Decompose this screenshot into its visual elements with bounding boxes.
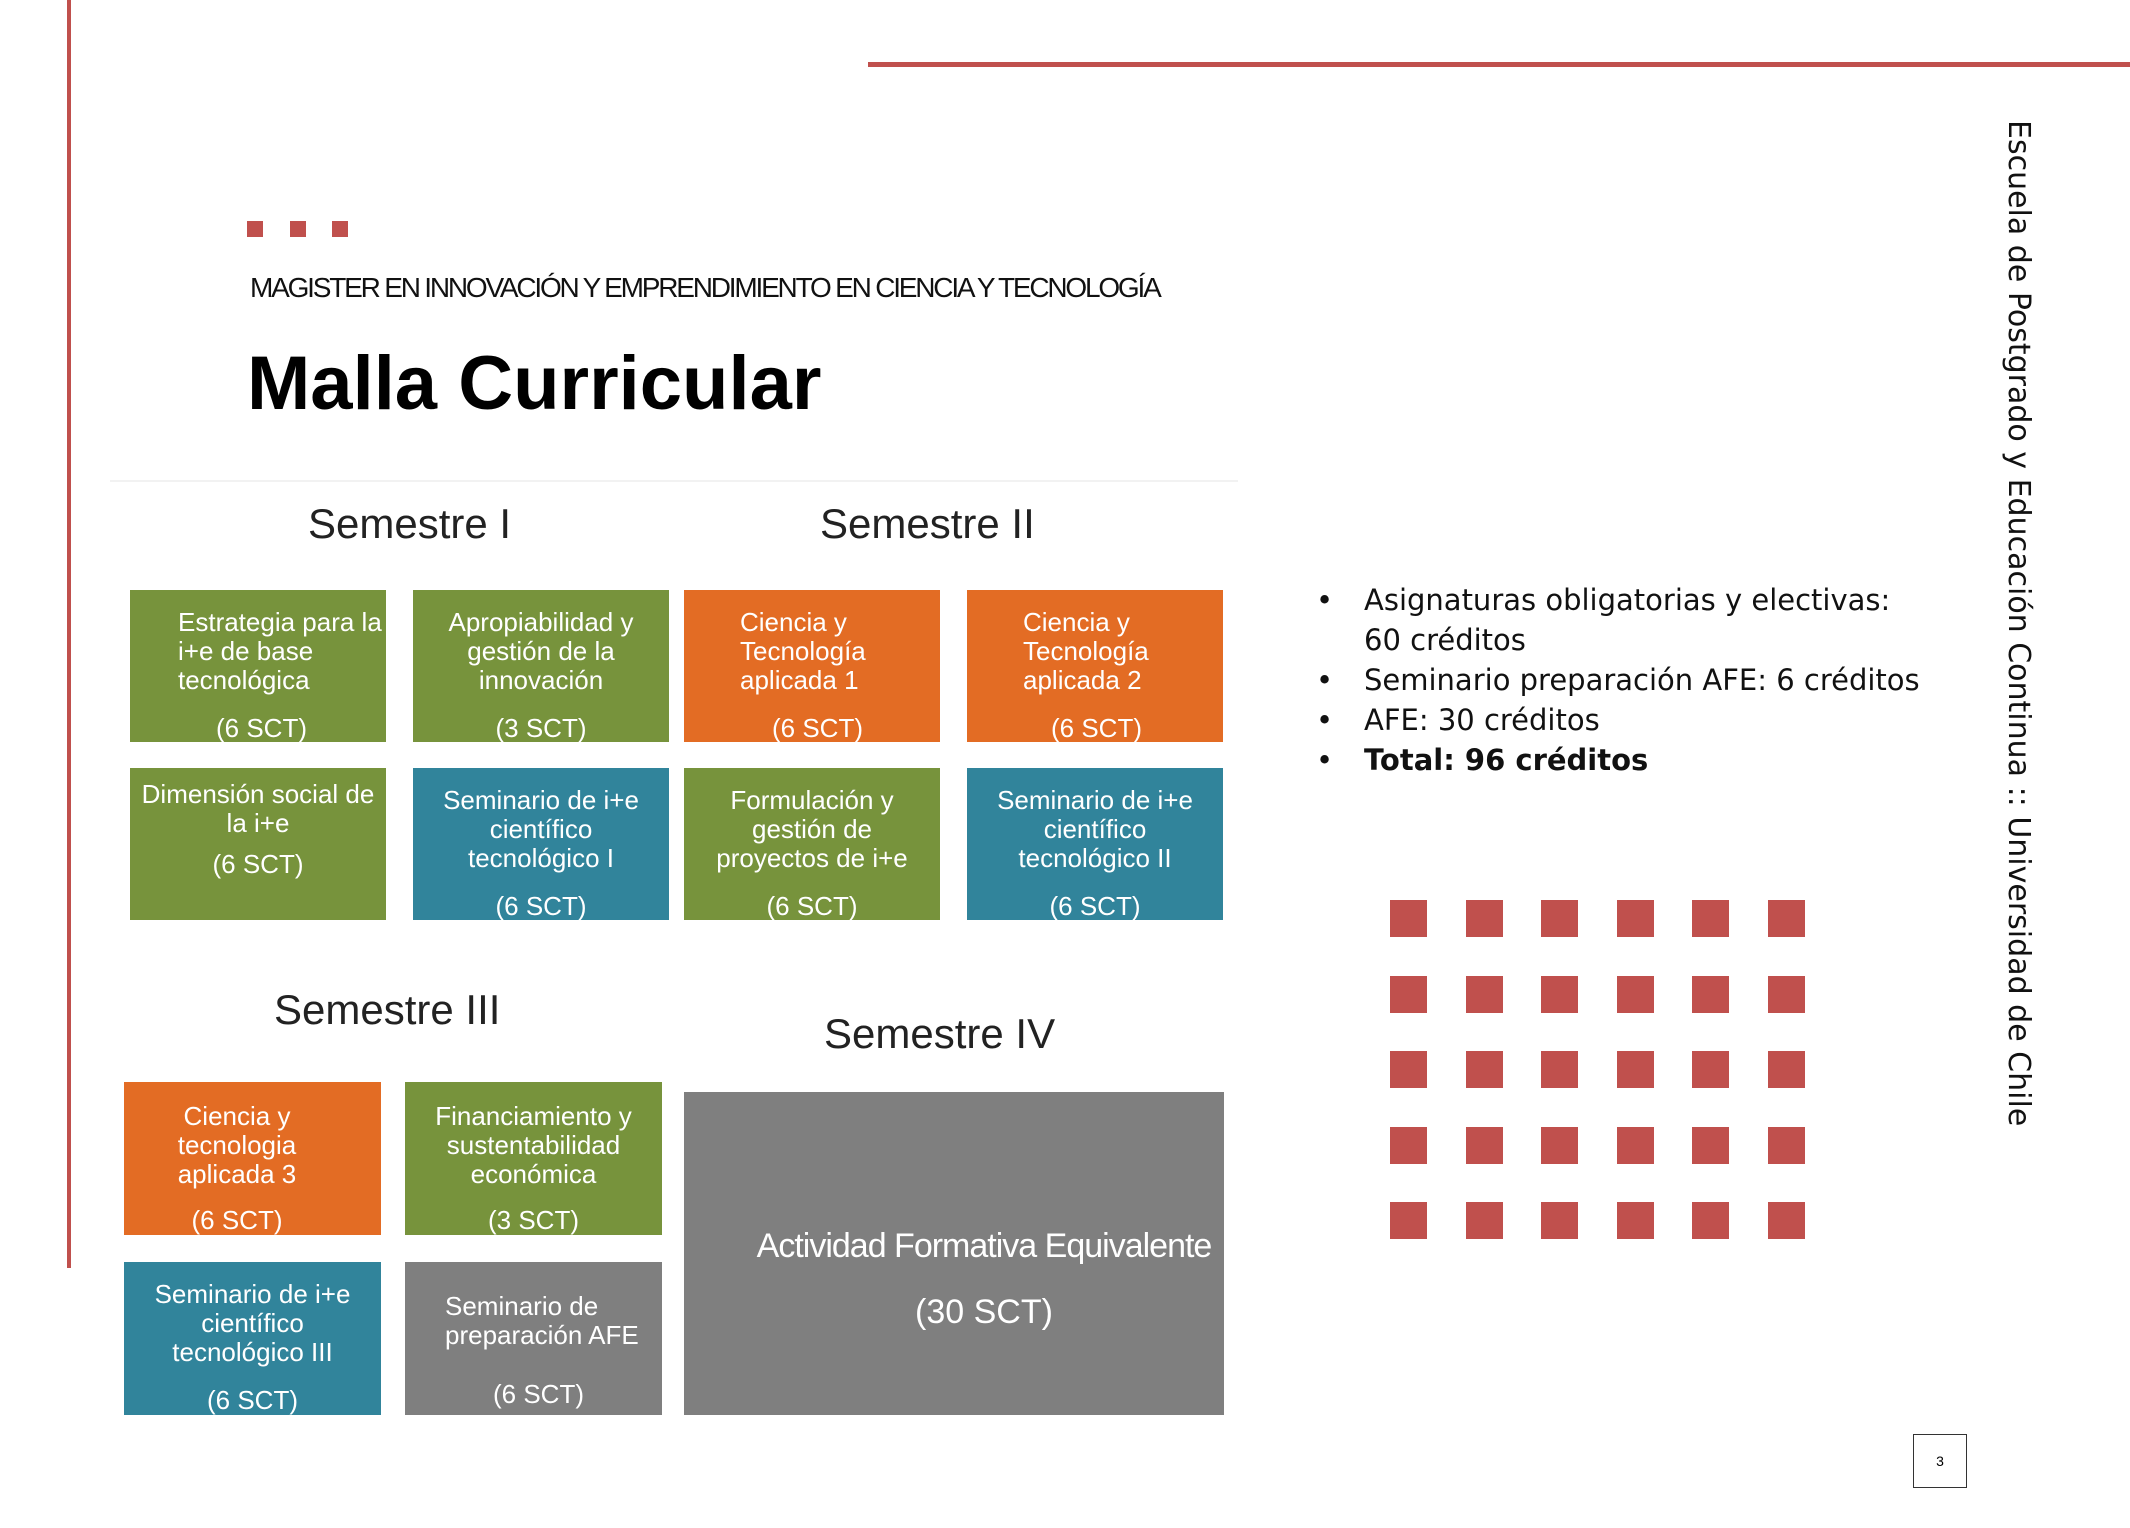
grid-square <box>1541 1127 1578 1164</box>
course-credits: (6 SCT) <box>1049 891 1141 921</box>
summary-item: • AFE: 30 créditos <box>1316 700 1926 740</box>
course-name: Ciencia y Tecnología aplicada 1 <box>740 607 866 695</box>
grid-square <box>1541 1202 1578 1239</box>
grid-square <box>1390 1202 1427 1239</box>
grid-square <box>1617 900 1654 937</box>
course-estrategia <box>130 590 386 742</box>
grid-square <box>1466 1127 1503 1164</box>
course-name: Seminario de preparación AFE <box>445 1291 639 1350</box>
course-credits: (6 SCT) <box>207 1385 298 1415</box>
course-name: Seminario de i+e científico tecnológico III <box>154 1279 351 1367</box>
course-credits: (6 SCT) <box>493 1379 584 1409</box>
course-seminario-afe <box>405 1262 662 1415</box>
course-credits: (6 SCT) <box>191 1205 283 1235</box>
grid-square <box>1768 1051 1805 1088</box>
left-accent-line <box>67 0 71 1268</box>
semester-3-label: Semestre III <box>274 986 501 1033</box>
course-credits: (6 SCT) <box>1051 713 1142 743</box>
top-accent-line <box>868 62 2130 67</box>
grid-square <box>1541 1051 1578 1088</box>
course-name: Estrategia para la i+e de base tecnológica <box>178 607 382 695</box>
course-credits: (3 SCT) <box>488 1205 579 1235</box>
grid-square <box>1466 1202 1503 1239</box>
course-ciencia-aplicada-1 <box>684 590 940 742</box>
grid-square <box>1617 1127 1654 1164</box>
page-number: 3 <box>1913 1434 1967 1488</box>
page-title: Malla Curricular <box>247 341 822 426</box>
grid-square <box>1617 976 1654 1013</box>
school-sidebar-text: Escuela de Postgrado y Educación Continua :: Universidad de Chile <box>2001 120 2036 1127</box>
grid-square <box>1466 976 1503 1013</box>
course-credits: (6 SCT) <box>212 849 304 879</box>
decor-square <box>290 221 306 237</box>
grid-square <box>1692 1202 1729 1239</box>
separator <box>110 480 1238 482</box>
course-seminario-1 <box>413 768 669 920</box>
bullet: • <box>1316 583 1334 617</box>
course-name: Dimensión social de la i+e <box>141 779 375 838</box>
course-afe <box>684 1092 1224 1415</box>
course-formulacion <box>684 768 940 920</box>
grid-square <box>1466 900 1503 937</box>
course-name: Seminario de i+e científico tecnológico II <box>997 785 1193 873</box>
course-seminario-3 <box>124 1262 381 1415</box>
grid-square <box>1390 1051 1427 1088</box>
course-name: Formulación y gestión de proyectos de i+e <box>716 785 908 873</box>
decor-square <box>247 221 263 237</box>
summary-item: • Seminario preparación AFE: 6 créditos <box>1316 660 1926 700</box>
decor-square <box>332 221 348 237</box>
bullet: • <box>1316 743 1334 777</box>
course-credits: (6 SCT) <box>495 891 587 921</box>
course-name: Apropiabilidad y gestión de la innovación <box>448 607 634 695</box>
grid-square <box>1768 976 1805 1013</box>
semester-2-label: Semestre II <box>820 500 1035 547</box>
grid-square <box>1692 976 1729 1013</box>
course-ciencia-aplicada-3 <box>124 1082 381 1235</box>
course-name: Actividad Formativa Equivalente <box>756 1227 1212 1265</box>
course-name: Ciencia y Tecnología aplicada 2 <box>1023 607 1149 695</box>
program-subtitle: MAGISTER EN INNOVACIÓN Y EMPRENDIMIENTO EN CIENCIA Y TECNOLOGÍA <box>250 272 1160 303</box>
grid-square <box>1768 1127 1805 1164</box>
grid-square <box>1390 900 1427 937</box>
summary-item: • Asignaturas obligatorias y electivas: 60 créditos <box>1316 580 1926 660</box>
grid-square <box>1541 976 1578 1013</box>
course-credits: (30 SCT) <box>915 1293 1053 1331</box>
grid-square <box>1768 1202 1805 1239</box>
grid-square <box>1541 900 1578 937</box>
grid-square <box>1692 1051 1729 1088</box>
bullet: • <box>1316 663 1334 697</box>
grid-square <box>1768 900 1805 937</box>
grid-square <box>1617 1202 1654 1239</box>
course-apropiabilidad <box>413 590 669 742</box>
course-name: Ciencia y tecnologia aplicada 3 <box>177 1101 297 1189</box>
grid-square <box>1692 1127 1729 1164</box>
course-financiamiento <box>405 1082 662 1235</box>
semester-4-label: Semestre IV <box>824 1010 1056 1057</box>
grid-square <box>1692 900 1729 937</box>
grid-square <box>1390 1127 1427 1164</box>
course-credits: (3 SCT) <box>495 713 587 743</box>
summary-item-total: • Total: 96 créditos <box>1316 740 1926 780</box>
course-seminario-2 <box>967 768 1223 920</box>
course-name: Seminario de i+e científico tecnológico I <box>443 785 639 873</box>
grid-square <box>1466 1051 1503 1088</box>
grid-square <box>1390 976 1427 1013</box>
grid-square <box>1617 1051 1654 1088</box>
course-credits: (6 SCT) <box>772 713 863 743</box>
bullet: • <box>1316 703 1334 737</box>
course-dimension-social <box>130 768 386 920</box>
course-name: Financiamiento y sustentabilidad económica <box>435 1101 632 1189</box>
credits-summary <box>1316 580 1926 780</box>
semester-1-label: Semestre I <box>308 500 512 547</box>
course-credits: (6 SCT) <box>766 891 858 921</box>
course-ciencia-aplicada-2 <box>967 590 1223 742</box>
course-credits: (6 SCT) <box>216 713 307 743</box>
